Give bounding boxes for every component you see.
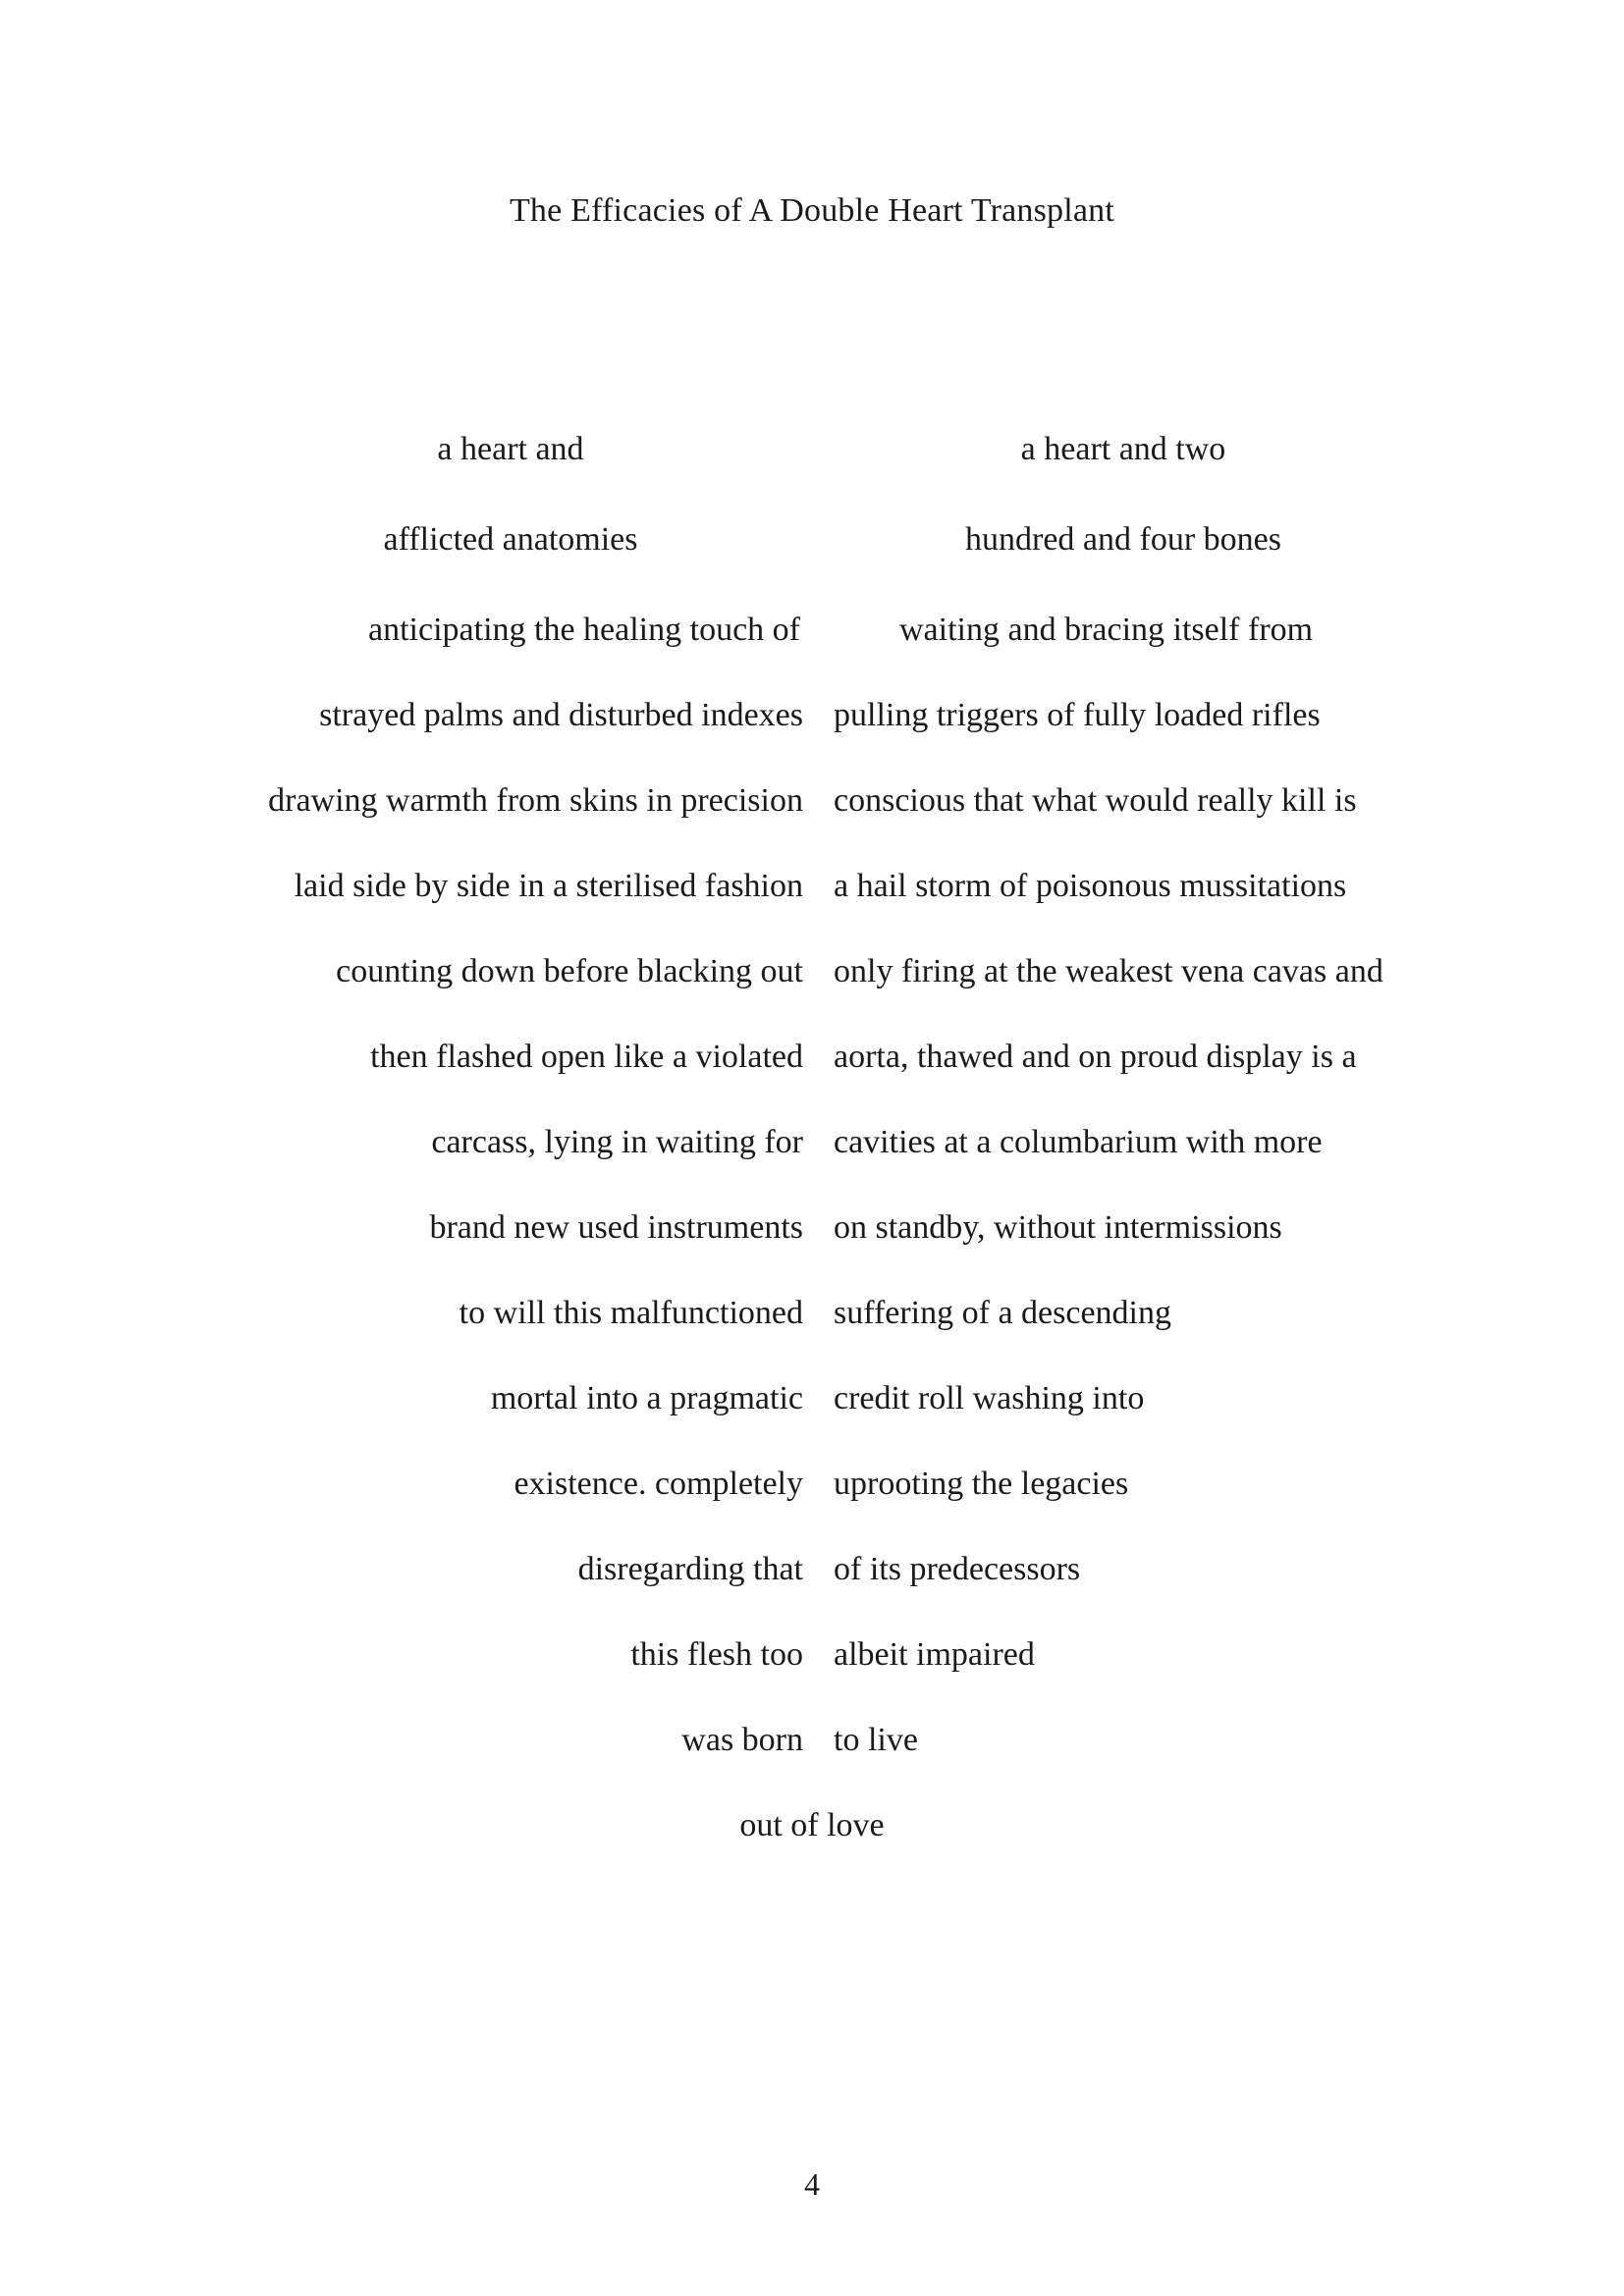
opening-right-line: waiting and bracing itself from (899, 612, 1314, 648)
opening-left-line: a heart and (437, 431, 584, 467)
left-column-line: this flesh too (630, 1636, 803, 1673)
right-column-line: conscious that what would really kill is (834, 782, 1357, 819)
right-column-line: aorta, thawed and on proud display is a (834, 1039, 1357, 1075)
opening-left-line: anticipating the healing touch of (368, 612, 800, 648)
right-column-line: albeit impaired (834, 1636, 1035, 1673)
right-column-line: uprooting the legacies (834, 1466, 1129, 1502)
left-column-line: counting down before blacking out (336, 953, 803, 989)
left-column-line: brand new used instruments (429, 1209, 803, 1246)
right-column-line: pulling triggers of fully loaded rifles (834, 697, 1321, 733)
right-column-line: credit roll washing into (834, 1380, 1145, 1416)
opening-left-line: afflicted anatomies (383, 521, 638, 558)
left-column-line: carcass, lying in waiting for (431, 1124, 803, 1160)
page-number: 4 (804, 2166, 820, 2202)
right-column-line: a hail storm of poisonous mussitations (834, 868, 1347, 904)
right-column-line: only firing at the weakest vena cavas and (834, 953, 1383, 989)
right-column-line: to live (834, 1722, 918, 1758)
right-column-line: cavities at a columbarium with more (834, 1124, 1323, 1160)
left-column-line: was born (681, 1722, 803, 1758)
poem-title: The Efficacies of A Double Heart Transplant (509, 192, 1115, 229)
right-column-line: on standby, without intermissions (834, 1209, 1282, 1246)
opening-right-line: hundred and four bones (965, 521, 1281, 558)
closing-line: out of love (739, 1807, 885, 1843)
opening-right-line: a heart and two (1020, 431, 1226, 467)
right-column-line: suffering of a descending (834, 1295, 1171, 1331)
left-column-line: strayed palms and disturbed indexes (319, 697, 803, 733)
left-column-line: mortal into a pragmatic (490, 1380, 803, 1416)
left-column-line: laid side by side in a sterilised fashion (294, 868, 803, 904)
left-column-line: to will this malfunctioned (459, 1295, 803, 1331)
right-column-line: of its predecessors (834, 1551, 1081, 1587)
left-column-line: drawing warmth from skins in precision (268, 782, 803, 819)
left-column-line: existence. completely (514, 1466, 803, 1502)
left-column-line: disregarding that (577, 1551, 803, 1587)
left-column-line: then flashed open like a violated (370, 1039, 803, 1075)
